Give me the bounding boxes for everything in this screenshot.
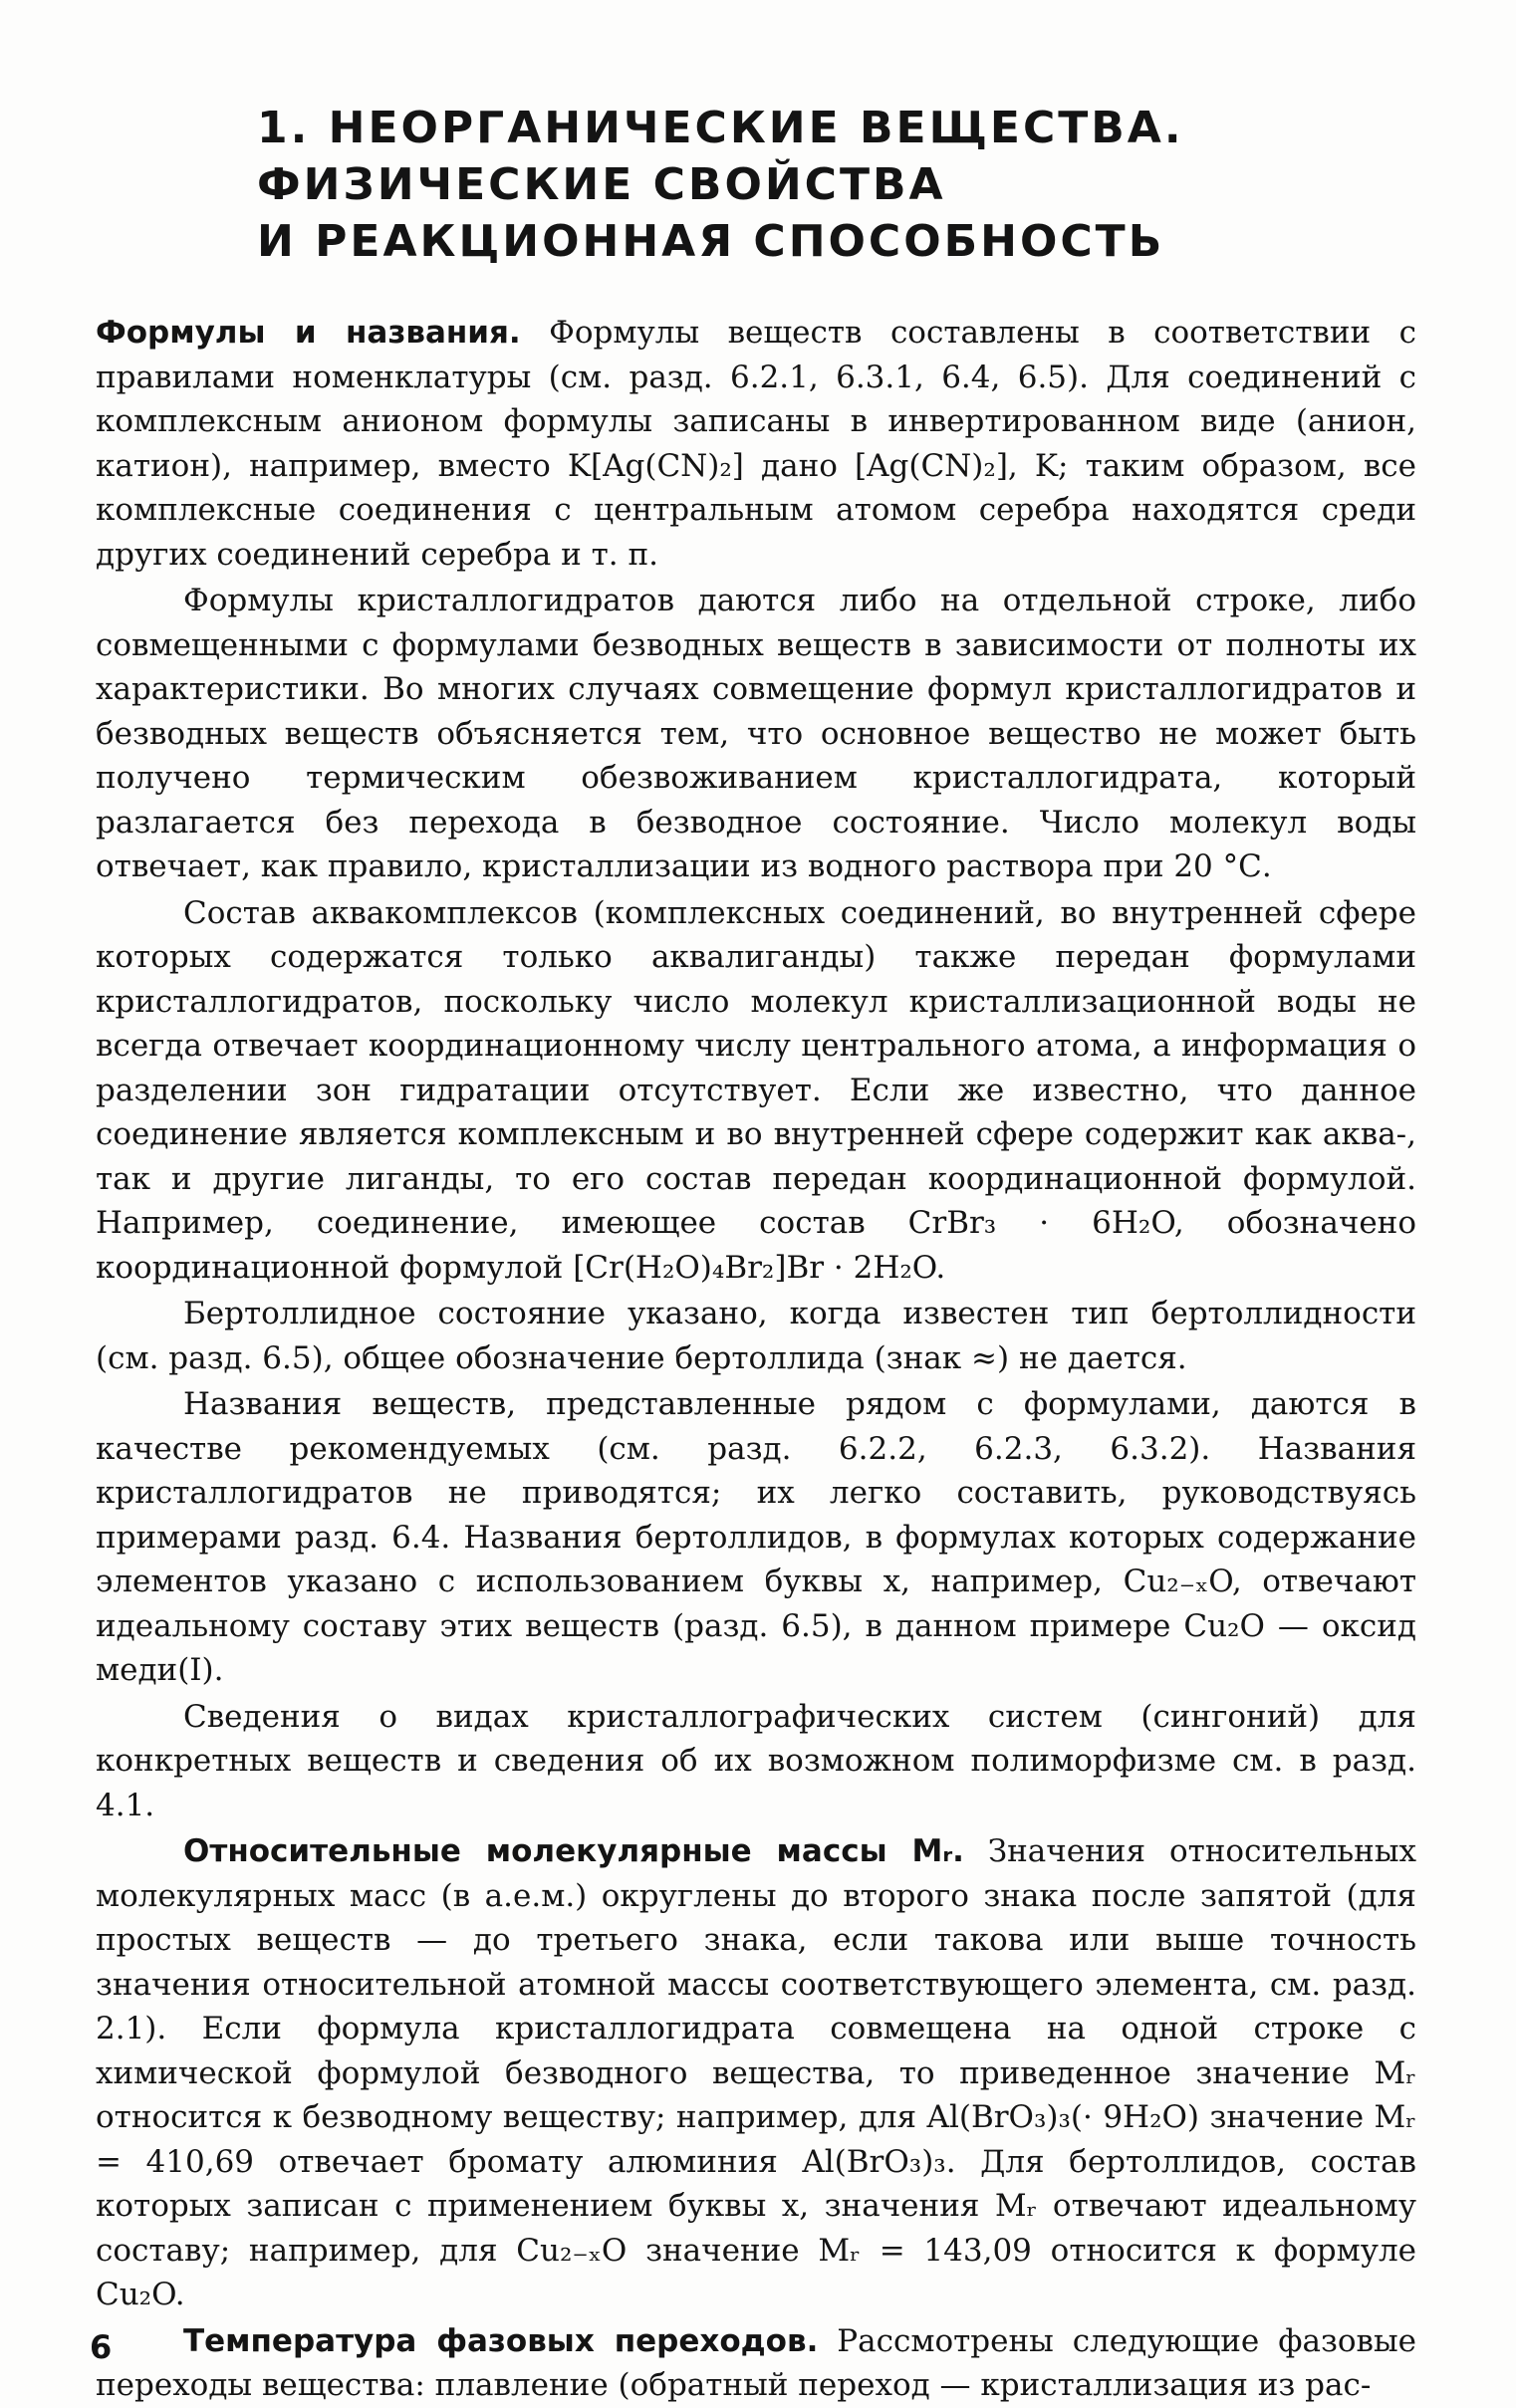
paragraph-phase-transitions [96,2319,1416,2408]
chapter-title-line-2: ФИЗИЧЕСКИЕ СВОЙСТВА [257,159,946,210]
paragraph-text: Бертоллидное состояние указано, когда известен тип бертоллидности (см. разд. 6.5), общее обозначение бертоллида (знак ≈) не дается. [96,1296,1416,1376]
chapter-title [257,100,1373,270]
paragraph-molecular-masses [96,1829,1416,2317]
run-in-heading-molecular-masses: Относительные молекулярные массы Mᵣ. [183,1833,964,1869]
run-in-heading-phase-transitions: Температура фазовых переходов. [183,2322,819,2359]
paragraph-text: Формулы кристаллогидратов даются либо на отдельной строке, либо совмещенными с формулами безводных веществ в зависимости от полноты их характеристики. Во многих случаях совмещение формул кристаллогидратов и безводных веществ объясняется тем, что основное вещество не может быть получено термическим обезвоживанием кристаллогидрата, который разлагается без перехода в безводное состояние. Число молекул воды отвечает, как правило, кристаллизации из водного раствора при 20 °С. [96,583,1416,884]
run-in-heading-formulas: Формулы и названия. [96,315,521,351]
chapter-title-line-3: И РЕАКЦИОННАЯ СПОСОБНОСТЬ [257,216,1165,267]
chapter-title-line-1: 1. НЕОРГАНИЧЕСКИЕ ВЕЩЕСТВА. [257,103,1184,153]
paragraph-formulas-and-names [96,311,1416,577]
paragraph-text: Рассмотрены следующие фазовые переходы вещества: плавление (обратный переход — кристаллизация из рас- [96,2322,1416,2403]
paragraph-aqua-complexes [96,891,1416,1291]
paragraph-text: Значения относительных молекулярных масс (в а.е.м.) округлены до второго знака после запятой (для простых веществ — до третьего знака, если такова или выше точность значения относительной атомной массы соответствующего элемента, см. разд. 2.1). Если формула кристаллогидрата совмещена на одной строке с химической формулой безводного вещества, то приведенное значение Mᵣ относится к безводному веществу; например, для Al(BrO₃)₃(· 9H₂O) значение Mᵣ = 410,69 отвечает бромату алюминия Al(BrO₃)₃. Для бертоллидов, состав которых записан с применением буквы x, значения Mᵣ отвечают идеальному составу; например, для Cu₂₋ₓO значение Mᵣ = 143,09 относится к формуле Cu₂O. [96,1833,1416,2312]
paragraph-substance-names [96,1382,1416,1693]
paragraph-text: Названия веществ, представленные рядом с формулами, даются в качестве рекомендуемых (см. разд. 6.2.2, 6.2.3, 6.3.2). Названия кристаллогидратов не приводятся; их легко составить, руководствуясь примерами разд. 6.4. Названия бертоллидов, в формулах которых содержание элементов указано с использованием буквы x, например, Cu₂₋ₓO, отвечают идеальному составу этих веществ (разд. 6.5), в данном примере Cu₂O — оксид меди(I). [96,1386,1416,1688]
paragraph-text: Состав аквакомплексов (комплексных соединений, во внутренней сфере которых содержатся только аквалиганды) также передан формулами кристаллогидратов, поскольку число молекул кристаллизационной воды не всегда отвечает координационному числу центрального атома, а информация о разделении зон гидратации отсутствует. Если же известно, что данное соединение является комплексным и во внутренней сфере содержит как аква-, так и другие лиганды, то его состав передан координационной формулой. Например, соединение, имеющее состав CrBr₃ · 6H₂O, обозначено координационной формулой [Cr(H₂O)₄Br₂]Br · 2H₂O. [96,894,1416,1286]
paragraph-crystal-systems [96,1695,1416,1828]
paragraph-crystal-hydrates [96,579,1416,889]
body-text [96,311,1416,2408]
paragraph-text: Сведения о видах кристаллографических систем (сингоний) для конкретных веществ и сведения об их возможном полиморфизме см. в разд. 4.1. [96,1698,1416,1823]
paragraph-berthollides [96,1292,1416,1380]
page-number: 6 [90,2328,113,2366]
paragraph-text: Формулы веществ составлены в соответствии с правилами номенклатуры (см. разд. 6.2.1, 6.3.1, 6.4, 6.5). Для соединений с комплексным анионом формулы записаны в инвертированном виде (анион, катион), например, вместо K[Ag(CN)₂] дано [Ag(CN)₂], K; таким образом, все комплексные соединения с центральным атомом серебра находятся среди других соединений серебра и т. п. [96,315,1417,573]
